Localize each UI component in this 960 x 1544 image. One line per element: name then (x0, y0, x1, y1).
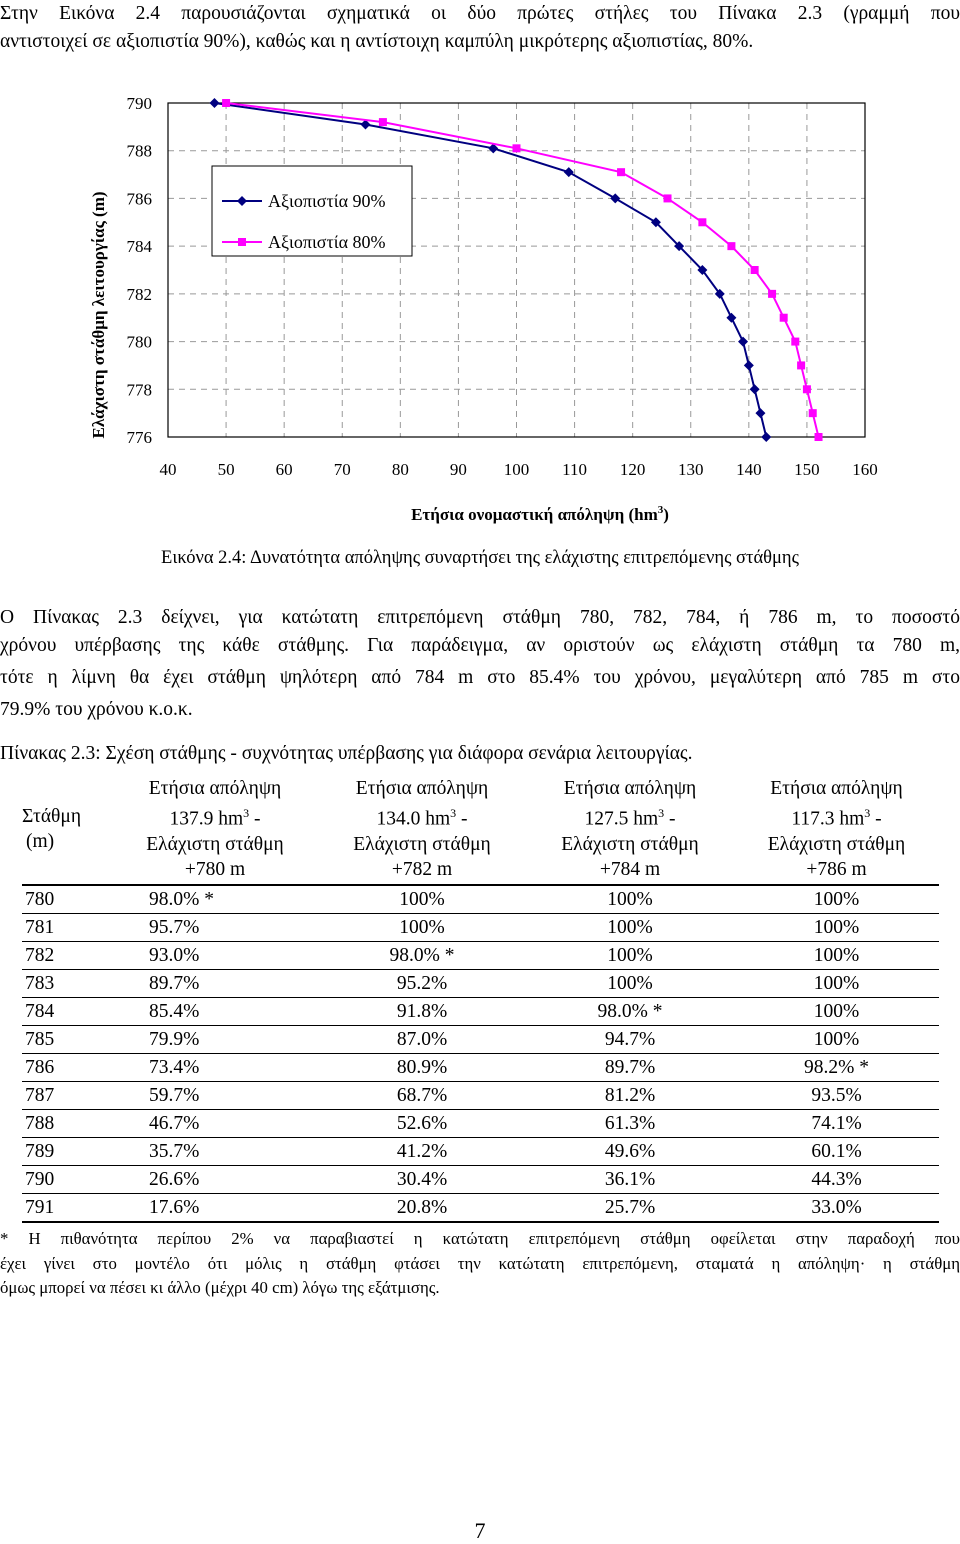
x-tick-label: 90 (449, 460, 467, 479)
header-col-4-l2a: 117.3 hm (791, 808, 865, 830)
table-cell-value: 98.0% * (318, 941, 526, 969)
header-col-4-l2 (734, 801, 939, 832)
intro-line-2: αντιστοιχεί σε αξιοπιστία 90%), καθώς και η αντίστοιχη καμπύλη μικρότερης αξιοπιστίας, 80%. (0, 31, 754, 52)
table-row (22, 969, 939, 997)
table-caption: Πίνακας 2.3: Σχέση στάθμης - συχνότητας υπέρβασης για διάφορα σενάρια λειτουργίας. (0, 743, 693, 764)
table-cell-value: 100% (526, 885, 734, 914)
data-point-square (513, 144, 521, 152)
table-cell-value: 100% (318, 885, 526, 914)
data-point-square (751, 266, 759, 274)
table-cell-value: 100% (734, 1025, 939, 1053)
header-col-1-l3: Ελάχιστη στάθμη (146, 833, 284, 855)
x-axis-title-sup: 3 (657, 504, 664, 516)
header-col-3-sup: 3 (658, 806, 665, 820)
para2-line-2: χρόνου υπέρβασης της κάθε στάθμης. Για παράδειγμα, αν οριστούν ως ελάχιστη στάθμη τα 780 m, (0, 635, 960, 656)
header-col-2-l2 (318, 801, 526, 832)
header-col-1-l4: +780 m (184, 858, 246, 880)
data-point-square (797, 361, 805, 369)
table-header-row (22, 776, 939, 885)
table-cell-value: 100% (318, 913, 526, 941)
header-col-3-l2b: - (664, 808, 676, 830)
header-col-1-l2 (112, 801, 318, 832)
x-tick-label: 150 (794, 460, 820, 479)
table-cell-value: 100% (526, 913, 734, 941)
table-cell-value: 26.6% (112, 1165, 318, 1193)
table-cell-value: 81.2% (526, 1081, 734, 1109)
data-point-square (222, 99, 230, 107)
y-tick-label: 780 (126, 332, 152, 352)
data-point-diamond (744, 360, 754, 370)
table-cell-value: 93.5% (734, 1081, 939, 1109)
data-point-diamond (564, 167, 574, 177)
table-cell-value: 100% (734, 997, 939, 1025)
table-cell-value: 60.1% (734, 1137, 939, 1165)
table-cell-value: 46.7% (112, 1109, 318, 1137)
y-tick-label: 786 (126, 189, 152, 209)
header-col-3-l2 (526, 801, 734, 832)
table-cell-stage: 790 (22, 1165, 112, 1193)
header-col-1-l2b: - (249, 808, 261, 830)
chart-figure (0, 80, 960, 540)
table-cell-stage: 781 (22, 913, 112, 941)
header-col-1-sup: 3 (243, 806, 250, 820)
table-cell-value: 98.2% * (734, 1053, 939, 1081)
data-point-square (617, 168, 625, 176)
data-point-square (698, 218, 706, 226)
table-cell-value: 49.6% (526, 1137, 734, 1165)
table-cell-stage: 788 (22, 1109, 112, 1137)
data-point-diamond (610, 193, 620, 203)
table-cell-value: 95.7% (112, 913, 318, 941)
y-tick-label: 776 (126, 428, 152, 447)
data-point-diamond (738, 337, 748, 347)
header-col-2-sup: 3 (450, 806, 457, 820)
table-row (22, 1025, 939, 1053)
header-col-2-l4: +782 m (391, 858, 453, 880)
data-point-square (780, 314, 788, 322)
figure-caption: Εικόνα 2.4: Δυνατότητα απόληψης συναρτήσει της ελάχιστης επιτρεπόμενης στάθμης (161, 548, 799, 568)
x-tick-label: 120 (619, 460, 646, 479)
table-cell-value: 100% (734, 969, 939, 997)
table-cell-value: 52.6% (318, 1109, 526, 1137)
header-stage-l2: (m) (26, 830, 55, 852)
y-tick-label: 790 (126, 94, 152, 113)
para2-line-1: Ο Πίνακας 2.3 δείχνει, για κατώτατη επιτρεπόμενη στάθμη 780, 782, 784, ή 786 m, το ποσοστό (0, 607, 960, 628)
data-point-square (809, 409, 817, 417)
legend-marker-square (238, 238, 246, 246)
table-cell-value: 79.9% (112, 1025, 318, 1053)
data-point-square (727, 242, 735, 250)
header-col-4 (734, 776, 939, 885)
footnote-line-2: έχει γίνει στο μοντέλο ότι μόλις η στάθμη φτάσει την κατώτατη επιτρεπόμενη, σταματά η απόληψη· η στάθμη (0, 1254, 960, 1273)
table-cell-stage: 791 (22, 1193, 112, 1222)
footnote-line-1: * Η πιθανότητα περίπου 2% να παραβιαστεί η κατώτατη επιτρεπόμενη στάθμη οφείλεται στην παραδοχή που (0, 1229, 960, 1248)
legend-label: Αξιοπιστία 80% (268, 232, 386, 252)
table-row (22, 885, 939, 914)
x-axis-title (411, 504, 669, 524)
table-cell-stage: 786 (22, 1053, 112, 1081)
table-row (22, 941, 939, 969)
header-col-1 (112, 776, 318, 885)
header-col-4-l2b: - (870, 808, 882, 830)
y-tick-label: 784 (126, 237, 152, 257)
header-col-4-l3: Ελάχιστη στάθμη (767, 833, 906, 855)
table-cell-value: 100% (734, 885, 939, 914)
table-row (22, 1109, 939, 1137)
header-col-3-l1: Ετήσια απόληψη (563, 778, 697, 799)
table-cell-stage: 783 (22, 969, 112, 997)
x-tick-label: 100 (503, 460, 530, 479)
table-cell-value: 44.3% (734, 1165, 939, 1193)
data-point-square (815, 433, 823, 441)
table-cell-value: 98.0% * (526, 997, 734, 1025)
table-cell-value: 41.2% (318, 1137, 526, 1165)
y-tick-label: 778 (126, 380, 152, 400)
data-table (22, 776, 939, 1223)
table-cell-value: 74.1% (734, 1109, 939, 1137)
table-body (22, 885, 939, 1222)
data-point-diamond (755, 408, 765, 418)
table-cell-value: 98.0% * (112, 885, 318, 914)
line-chart (0, 80, 960, 540)
table-cell-value: 85.4% (112, 997, 318, 1025)
table-cell-value: 100% (526, 969, 734, 997)
data-point-square (664, 194, 672, 202)
x-axis-title-end: ) (663, 505, 669, 524)
header-col-2-l2a: 134.0 hm (376, 808, 451, 830)
x-tick-label: 70 (333, 460, 351, 479)
para2-line-4: 79.9% του χρόνου κ.ο.κ. (0, 699, 193, 720)
header-col-2-l2b: - (456, 808, 468, 830)
x-tick-label: 110 (562, 460, 588, 479)
y-axis-title: Ελάχιστη στάθμη λειτουργίας (m) (89, 191, 108, 439)
data-point-diamond (761, 432, 771, 442)
data-point-diamond (726, 313, 736, 323)
table-row (22, 997, 939, 1025)
data-point-square (791, 338, 799, 346)
x-tick-label: 80 (391, 460, 409, 479)
table-row (22, 1165, 939, 1193)
data-point-square (379, 118, 387, 126)
header-col-4-sup: 3 (864, 806, 871, 820)
header-col-2-l3: Ελάχιστη στάθμη (353, 833, 491, 855)
table-cell-value: 89.7% (526, 1053, 734, 1081)
header-col-1-l1: Ετήσια απόληψη (148, 778, 282, 799)
x-tick-label: 140 (736, 460, 762, 479)
x-tick-label: 60 (275, 460, 293, 479)
header-col-3-l3: Ελάχιστη στάθμη (561, 833, 699, 855)
table-cell-value: 73.4% (112, 1053, 318, 1081)
table-cell-stage: 780 (22, 885, 112, 914)
table-cell-stage: 782 (22, 941, 112, 969)
table-cell-value: 17.6% (112, 1193, 318, 1222)
header-col-2-l1: Ετήσια απόληψη (355, 778, 489, 799)
header-col-4-l1: Ετήσια απόληψη (770, 778, 903, 799)
table-cell-stage: 789 (22, 1137, 112, 1165)
table-row (22, 1137, 939, 1165)
header-col-1-l2a: 137.9 hm (169, 808, 244, 830)
x-tick-label: 40 (159, 460, 177, 479)
table-cell-value: 100% (526, 941, 734, 969)
footnote-line-3: όμως μπορεί να πέσει κι άλλο (μέχρι 40 cm) λόγω της εξάτμισης. (0, 1278, 440, 1297)
table-cell-value: 68.7% (318, 1081, 526, 1109)
table-cell-value: 36.1% (526, 1165, 734, 1193)
table-row (22, 1193, 939, 1222)
table-cell-value: 100% (734, 913, 939, 941)
legend-label: Αξιοπιστία 90% (268, 191, 386, 211)
x-tick-label: 130 (678, 460, 704, 479)
table-cell-value: 100% (734, 941, 939, 969)
table-cell-value: 94.7% (526, 1025, 734, 1053)
header-stage-l1: Στάθμη (22, 805, 82, 827)
y-tick-label: 782 (126, 284, 152, 304)
table-cell-value: 20.8% (318, 1193, 526, 1222)
table-row (22, 913, 939, 941)
table-cell-stage: 784 (22, 997, 112, 1025)
table-cell-stage: 787 (22, 1081, 112, 1109)
para2-line-3: τότε η λίμνη θα έχει στάθμη ψηλότερη από 784 m στο 85.4% του χρόνου, μεγαλύτερη από 785 m στο (0, 667, 960, 688)
table-cell-value: 25.7% (526, 1193, 734, 1222)
table-cell-value: 30.4% (318, 1165, 526, 1193)
table-cell-value: 80.9% (318, 1053, 526, 1081)
series-line (214, 103, 766, 437)
data-point-diamond (750, 384, 760, 394)
table-row (22, 1081, 939, 1109)
table-cell-value: 95.2% (318, 969, 526, 997)
intro-line-1: Στην Εικόνα 2.4 παρουσιάζονται σχηματικά οι δύο πρώτες στήλες του Πίνακα 2.3 (γραμμή που (0, 3, 960, 24)
header-col-4-l4: +786 m (806, 858, 867, 880)
table-row (22, 1053, 939, 1081)
header-col-3-l2a: 127.5 hm (584, 808, 659, 830)
x-tick-label: 160 (852, 460, 878, 479)
header-col-2 (318, 776, 526, 885)
header-col-3-l4: +784 m (599, 858, 661, 880)
table-cell-value: 33.0% (734, 1193, 939, 1222)
data-point-square (768, 290, 776, 298)
series-line (226, 103, 818, 437)
data-point-square (803, 385, 811, 393)
header-stage (22, 776, 112, 885)
table-cell-value: 93.0% (112, 941, 318, 969)
table-cell-value: 61.3% (526, 1109, 734, 1137)
table-cell-stage: 785 (22, 1025, 112, 1053)
table-cell-value: 89.7% (112, 969, 318, 997)
page-number: 7 (474, 1518, 486, 1543)
x-tick-label: 50 (217, 460, 235, 479)
table-cell-value: 87.0% (318, 1025, 526, 1053)
data-point-diamond (209, 98, 219, 108)
table-cell-value: 35.7% (112, 1137, 318, 1165)
y-tick-label: 788 (126, 141, 152, 161)
table-cell-value: 59.7% (112, 1081, 318, 1109)
header-col-3 (526, 776, 734, 885)
table-cell-value: 91.8% (318, 997, 526, 1025)
x-axis-title-main: Ετήσια ονομαστική απόληψη (hm (411, 505, 658, 524)
